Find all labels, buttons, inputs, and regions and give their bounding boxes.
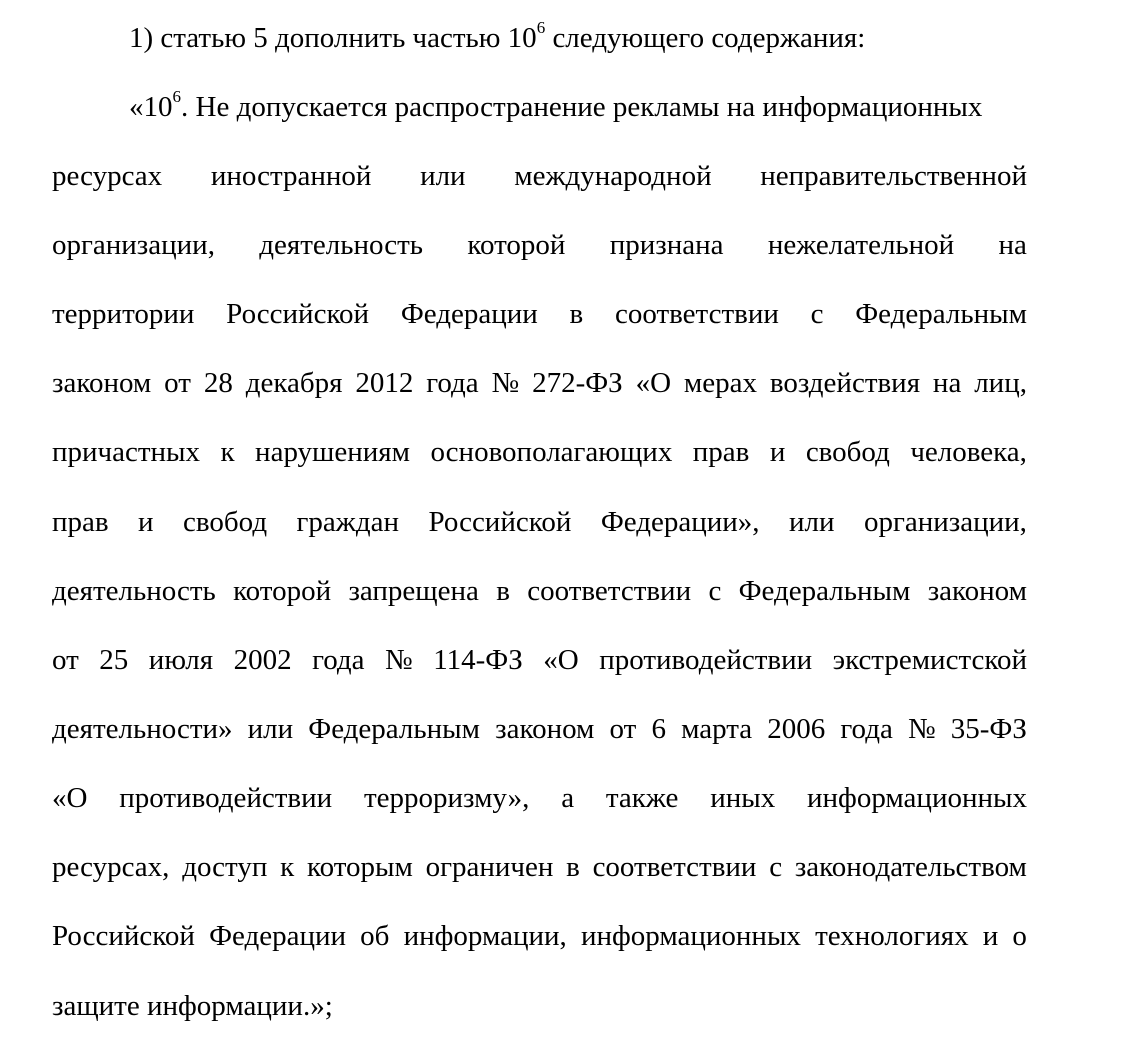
quote-first-line [129, 87, 1027, 127]
body-word: 2006 [767, 713, 826, 745]
body-line [52, 778, 1027, 818]
body-word: 35-ФЗ [950, 713, 1027, 745]
heading-prefix: 1) статью 5 дополнить частью 10 [129, 22, 537, 54]
body-line [52, 847, 1027, 887]
body-word: законом [927, 575, 1027, 607]
body-word: или [247, 713, 294, 745]
body-word: с [769, 851, 783, 883]
body-word: Федеральным [855, 298, 1027, 330]
body-word: организации, [52, 229, 215, 261]
body-word: и [769, 436, 786, 468]
amendment-heading [129, 18, 1027, 58]
body-word: 28 [203, 367, 233, 399]
body-word: № [385, 644, 413, 676]
body-word: и [138, 506, 154, 538]
body-word: свобод [183, 506, 268, 538]
body-word: от [164, 367, 191, 399]
body-word: нарушениям [255, 436, 410, 468]
body-word: прав [692, 436, 750, 468]
body-word: территории [52, 298, 195, 330]
body-word: которым [306, 851, 413, 883]
body-word: к [220, 436, 235, 468]
quote-first-line-text: . Не допускается распространение рекламы на информационных [181, 91, 983, 123]
body-word: противодействии [599, 644, 813, 676]
body-word: ограничен [425, 851, 554, 883]
body-word: «О [543, 644, 579, 676]
body-word: в [569, 298, 584, 330]
body-word: иностранной [210, 160, 372, 192]
body-word: доступ [182, 851, 268, 883]
body-word: нежелательной [767, 229, 955, 261]
body-word: прав [52, 506, 109, 538]
body-line [52, 502, 1027, 542]
body-word: с [810, 298, 824, 330]
body-line [52, 709, 1027, 749]
body-word: 2002 [233, 644, 292, 676]
body-word: которой [467, 229, 566, 261]
body-word: информационных [580, 920, 801, 952]
body-word: «О [635, 367, 672, 399]
body-word: года [840, 713, 893, 745]
body-word: года [426, 367, 479, 399]
body-word: деятельности» [52, 713, 233, 745]
body-word: также [605, 782, 679, 814]
body-last-line: защите информации.»; [52, 990, 333, 1022]
body-word: декабря [245, 367, 343, 399]
body-word: причастных [52, 436, 201, 468]
body-word: воздействия [769, 367, 921, 399]
body-word: соответствии [615, 298, 779, 330]
body-word: от [609, 713, 637, 745]
body-word: об [360, 920, 390, 952]
body-word: соответствии [592, 851, 757, 883]
body-word: Российской [52, 920, 195, 952]
body-word: Федеральным [308, 713, 480, 745]
quote-prefix: «10 [129, 91, 173, 123]
body-word: 114-ФЗ [433, 644, 523, 676]
body-line [52, 156, 1027, 196]
heading-superscript: 6 [536, 18, 546, 37]
body-word: противодействии [119, 782, 333, 814]
body-word: а [561, 782, 575, 814]
body-line [52, 916, 1027, 956]
body-word: 2012 [355, 367, 414, 399]
body-word: ресурсах, [52, 851, 170, 883]
body-word: которой [233, 575, 332, 607]
body-word: с [708, 575, 722, 607]
body-word: признана [609, 229, 724, 261]
body-line [52, 363, 1027, 403]
body-word: лиц, [974, 367, 1027, 399]
quote-superscript: 6 [172, 87, 181, 106]
body-word: человека, [910, 436, 1027, 468]
body-word: Российской [226, 298, 370, 330]
body-line [52, 640, 1027, 680]
body-line [52, 571, 1027, 611]
body-word: деятельность [259, 229, 424, 261]
body-word: законом [52, 367, 152, 399]
body-word: экстремистской [832, 644, 1027, 676]
body-word: от [52, 644, 79, 676]
body-word: и [982, 920, 999, 952]
body-word: мерах [683, 367, 757, 399]
body-word: Федерации», [600, 506, 760, 538]
body-word: запрещена [348, 575, 479, 607]
body-word: законодательством [794, 851, 1027, 883]
body-word: неправительственной [760, 160, 1027, 192]
body-word: о [1012, 920, 1027, 952]
body-word: свобод [805, 436, 890, 468]
body-word: иных [710, 782, 776, 814]
body-line [52, 225, 1027, 265]
body-word: № [491, 367, 520, 399]
body-word: 6 [651, 713, 666, 745]
body-word: или [788, 506, 835, 538]
body-word: информационных [807, 782, 1027, 814]
body-word: информации, [403, 920, 567, 952]
body-word: технологиях [815, 920, 969, 952]
body-word: Федерации [209, 920, 347, 952]
body-word: в [566, 851, 580, 883]
body-word: граждан [296, 506, 399, 538]
body-word: Федерации [400, 298, 538, 330]
body-word: на [932, 367, 962, 399]
body-word: 272-ФЗ [532, 367, 623, 399]
body-word: № [907, 713, 936, 745]
body-word: деятельность [52, 575, 216, 607]
body-word: «О [52, 782, 88, 814]
body-line [52, 432, 1027, 472]
body-word: на [998, 229, 1027, 261]
body-word: Российской [428, 506, 572, 538]
body-word: 25 [99, 644, 129, 676]
body-word: к [280, 851, 295, 883]
body-word: Федеральным [738, 575, 911, 607]
body-word: июля [148, 644, 214, 676]
heading-suffix: следующего содержания: [552, 22, 866, 54]
body-line [52, 294, 1027, 334]
body-word: марта [681, 713, 753, 745]
body-word: в [496, 575, 510, 607]
body-word: основополагающих [430, 436, 673, 468]
body-word: терроризму», [363, 782, 530, 814]
body-word: законом [495, 713, 595, 745]
body-word: международной [514, 160, 712, 192]
body-word: организации, [863, 506, 1027, 538]
body-word: или [420, 160, 466, 192]
body-word: года [312, 644, 365, 676]
body-word: ресурсах [52, 160, 163, 192]
body-word: соответствии [527, 575, 692, 607]
